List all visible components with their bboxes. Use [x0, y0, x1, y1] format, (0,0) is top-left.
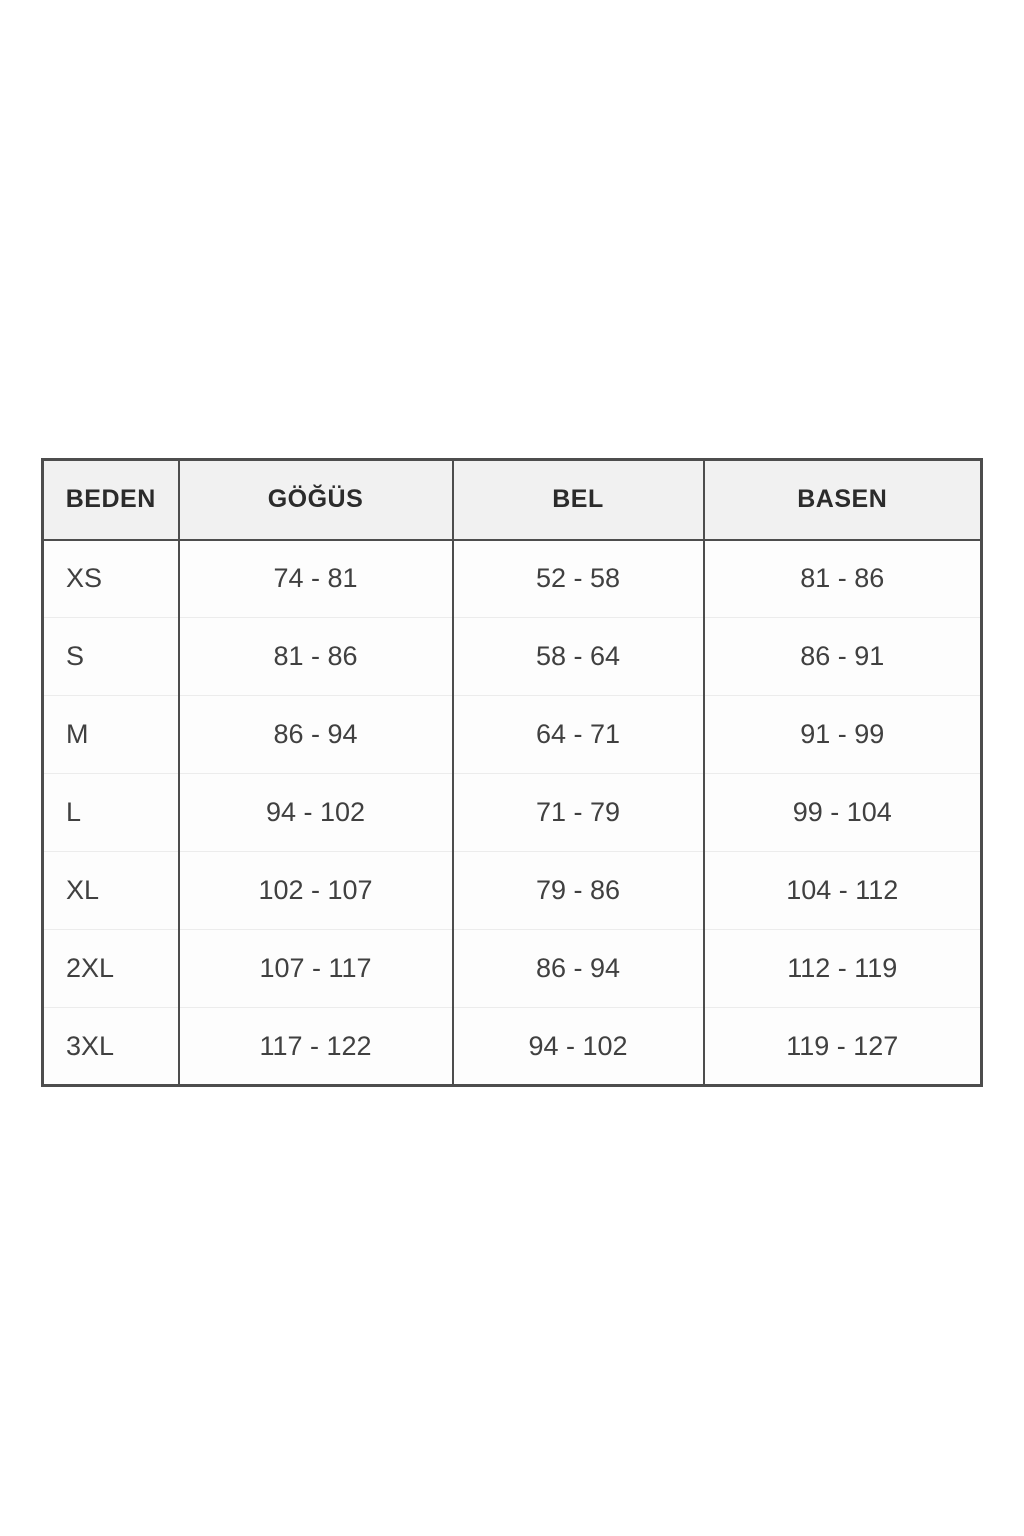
size-chart-table	[41, 458, 983, 1087]
header-waist: BEL	[453, 460, 704, 540]
hip-range: 104 - 112	[704, 852, 982, 930]
table-row-xl	[43, 852, 982, 930]
size-chart-body	[43, 540, 982, 1086]
chest-range: 86 - 94	[179, 696, 453, 774]
chest-range: 94 - 102	[179, 774, 453, 852]
table-row-3xl	[43, 1008, 982, 1086]
hip-range: 99 - 104	[704, 774, 982, 852]
size-chart-header	[43, 460, 982, 540]
table-row-2xl	[43, 930, 982, 1008]
chest-range: 107 - 117	[179, 930, 453, 1008]
waist-range: 71 - 79	[453, 774, 704, 852]
size-label: L	[43, 774, 179, 852]
header-hip: BASEN	[704, 460, 982, 540]
size-label: XS	[43, 540, 179, 618]
hip-range: 119 - 127	[786, 1030, 899, 1061]
header-row	[43, 460, 982, 540]
size-label: 2XL	[43, 930, 179, 1008]
size-label: 3XL	[43, 1008, 179, 1086]
size-label: M	[43, 696, 179, 774]
table-row-xs	[43, 540, 982, 618]
chest-range: 117 - 122	[179, 1008, 453, 1086]
hip-range: 81 - 86	[704, 540, 982, 618]
table-row-s	[43, 618, 982, 696]
chest-range: 81 - 86	[179, 618, 453, 696]
table-row-m	[43, 696, 982, 774]
size-label: XL	[43, 852, 179, 930]
waist-range: 64 - 71	[453, 696, 704, 774]
waist-range: 52 - 58	[453, 540, 704, 618]
hip-range: 91 - 99	[704, 696, 982, 774]
waist-range: 58 - 64	[453, 618, 704, 696]
chest-range: 102 - 107	[179, 852, 453, 930]
waist-range: 94 - 102	[453, 1008, 704, 1086]
header-chest: GÖĞÜS	[179, 460, 453, 540]
hip-range: 112 - 119	[704, 930, 982, 1008]
header-size: BEDEN	[43, 460, 179, 540]
waist-range: 86 - 94	[453, 930, 704, 1008]
table-row-l	[43, 774, 982, 852]
chest-range: 74 - 81	[179, 540, 453, 618]
size-label: S	[43, 618, 179, 696]
hip-range: 86 - 91	[704, 618, 982, 696]
waist-range: 79 - 86	[453, 852, 704, 930]
